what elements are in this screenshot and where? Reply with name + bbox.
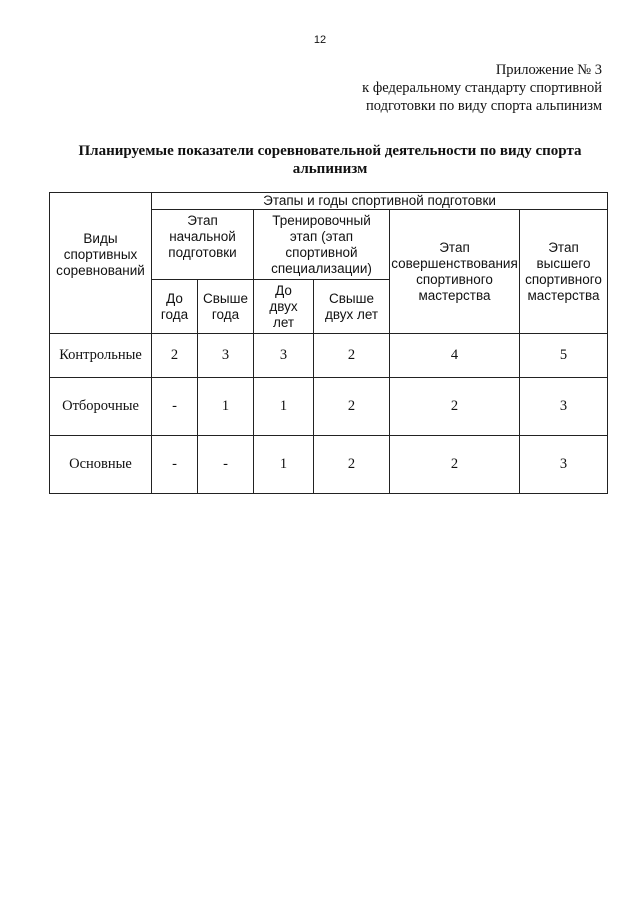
header-stage-line: мастерства (418, 287, 491, 303)
table-row (50, 378, 608, 436)
header-stage-line: Этап (187, 212, 218, 228)
header-stage-line: спортивной (285, 244, 358, 260)
subheader-up-to-year (152, 280, 198, 334)
header-stage-line: высшего (536, 255, 591, 271)
table-cell: 2 (390, 436, 520, 494)
header-stage-line: этап (этап (289, 228, 354, 244)
header-competition-type-line: соревнований (56, 263, 145, 278)
competition-indicators-table (49, 192, 608, 494)
table-cell: 1 (198, 378, 254, 436)
table-cell: - (152, 378, 198, 436)
table-cell: 3 (198, 334, 254, 378)
table-cell: 3 (520, 436, 608, 494)
page-number: 12 (313, 34, 327, 46)
subheader-line: До (275, 282, 292, 298)
header-stage-line: мастерства (527, 287, 600, 303)
header-stage-line: совершенствования (391, 255, 518, 271)
row-label-qualifying: Отборочные (50, 378, 152, 436)
title-line-2: альпинизм (292, 161, 368, 177)
header-stage-line: Этап (439, 239, 470, 255)
table-cell: 5 (520, 334, 608, 378)
header-stage-highest (520, 210, 608, 334)
header-competition-type (50, 193, 152, 334)
subheader-over-year (198, 280, 254, 334)
header-stage-line: спортивного (525, 271, 602, 287)
appendix-header (362, 61, 602, 115)
table-cell: 3 (254, 334, 314, 378)
table-cell: 2 (152, 334, 198, 378)
header-stage-line: подготовки (168, 244, 237, 260)
table-row (50, 436, 608, 494)
subheader-line: лет (272, 314, 295, 330)
row-label-main: Основные (50, 436, 152, 494)
table-cell: 3 (520, 378, 608, 436)
subheader-line: года (160, 306, 189, 322)
table-cell: 2 (314, 334, 390, 378)
subheader-line: года (211, 306, 240, 322)
subheader-line: Свыше (329, 290, 374, 306)
header-stage-line: Тренировочный (272, 212, 371, 228)
table-cell: - (152, 436, 198, 494)
header-competition-type-line: Виды (83, 231, 118, 246)
table-cell: 2 (314, 436, 390, 494)
header-stages-years: Этапы и годы спортивной подготовки (152, 193, 608, 210)
header-stage-line: спортивного (416, 271, 493, 287)
header-competition-type-line: спортивных (63, 247, 138, 262)
header-stage-initial (152, 210, 254, 280)
table-cell: 1 (254, 436, 314, 494)
subheader-over-two-years (314, 280, 390, 334)
subheader-line: До (166, 290, 183, 306)
table-cell: 1 (254, 378, 314, 436)
row-label-control: Контрольные (50, 334, 152, 378)
header-stage-line: начальной (169, 228, 236, 244)
subheader-line: Свыше (203, 290, 248, 306)
subheader-up-to-two-years (254, 280, 314, 334)
header-stage-improvement (390, 210, 520, 334)
header-stage-training (254, 210, 390, 280)
appendix-line-2: к федеральному стандарту спортивной (362, 80, 602, 96)
table-cell: 2 (314, 378, 390, 436)
header-stage-line: Этап (548, 239, 579, 255)
document-title (40, 142, 620, 178)
table-cell: 4 (390, 334, 520, 378)
header-stage-line: специализации) (271, 260, 372, 276)
appendix-line-1: Приложение № 3 (495, 62, 602, 78)
table-row (50, 334, 608, 378)
subheader-line: двух лет (324, 306, 379, 322)
subheader-line: двух (269, 298, 298, 314)
table-cell: 2 (390, 378, 520, 436)
appendix-line-3: подготовки по виду спорта альпинизм (365, 98, 602, 114)
table-cell: - (198, 436, 254, 494)
title-line-1: Планируемые показатели соревновательной деятельности по виду спорта (78, 143, 582, 159)
